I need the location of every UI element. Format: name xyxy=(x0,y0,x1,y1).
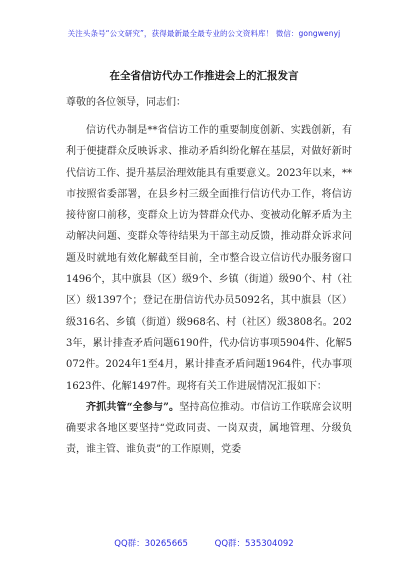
qq-group-1: QQ群：30265665 xyxy=(114,539,188,549)
document-body xyxy=(66,120,352,461)
header-banner: 关注头条号“公文研究”，获得最新最全最专业的公文资料库！ 微信：gongwenyj xyxy=(67,29,341,38)
document-title: 在全省信访代办工作推进会上的汇报发言 xyxy=(109,70,299,82)
footer-contact xyxy=(0,537,408,549)
salutation: 尊敬的各位领导，同志们： xyxy=(66,97,186,108)
section-lead: 齐抓共管“全参与”。 xyxy=(86,401,180,413)
paragraph-section-1 xyxy=(66,397,352,461)
paragraph-intro: 信访代办制是**省信访工作的重要制度创新、实践创新，有利于便捷群众反映诉求、推动矛盾纠纷化解在基层，对做好新时代信访工作、提升基层治理效能具有重要意义。2023年以来，**市按照省委部署，在县乡村三级全面推行信访代办工作，将信访接待窗口前移，变群众上访为替群众代办、变被动化解矛盾为主动解决问题、变群众等待结果为干部主动反馈，推动群众诉求问题及时就地有效化解截至目前，全市整合设立信访代办服务窗口1496个，其中旗县（区）级9个、乡镇（街道）级90个、村（社区）级1397个；登记在册信访代办员5092名，其中旗县（区）级316名、乡镇（街道）级968名、村（社区）级3808名。2023年，累计排查矛盾问题6190件，代办信访事项5904件、化解5072件。2024年1至4月，累计排查矛盾问题1964件，代办事项1623件、化解1497件。现将有关工作进展情况汇报如下： xyxy=(66,125,352,392)
qq-group-2: QQ群：535304092 xyxy=(214,539,294,549)
section-text: 坚持高位推动。市信访工作联席会议明确要求各地区要坚持“党政同责、一岗双责，属地管理、分级负责，谁主管、谁负责”的工作原则，党委 xyxy=(66,401,352,456)
